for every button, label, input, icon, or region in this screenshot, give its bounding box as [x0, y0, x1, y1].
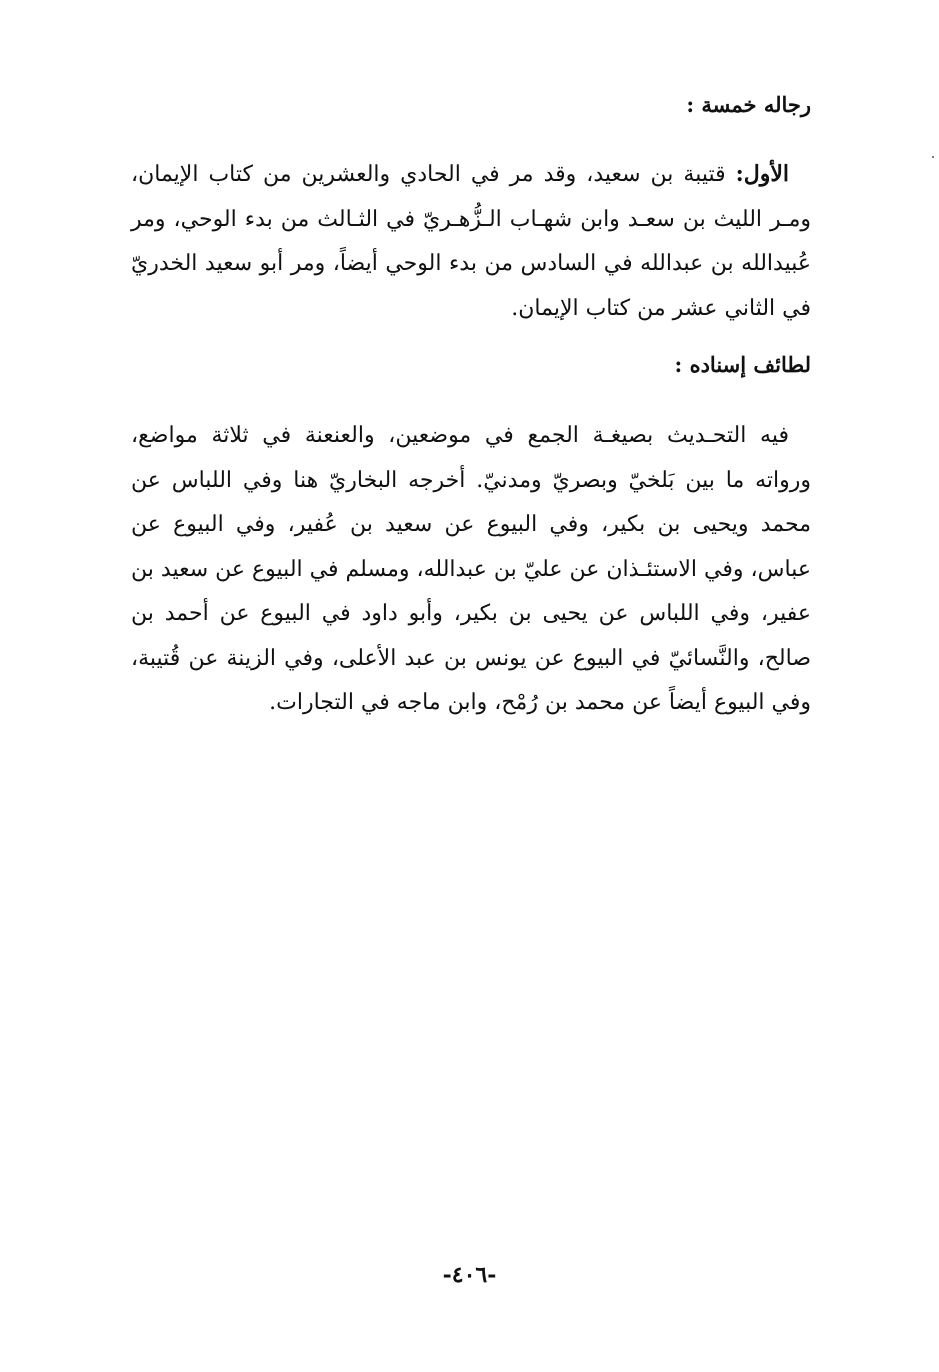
narrators-paragraph — [131, 152, 811, 331]
narrators-lead: الأول: — [735, 161, 789, 187]
page-number: -٤٠٦- — [442, 1262, 497, 1288]
chain-heading: لطائف إسناده : — [674, 352, 811, 377]
narrators-heading: رجاله خمسة : — [686, 92, 811, 117]
chain-paragraph — [131, 414, 811, 726]
chain-text: فيه التحـديث بصيغـة الجمع في موضعين، والعنعنة في ثلاثة مواضع، ورواته ما بين بَلخيّ وبصريّ ومدنيّ. أخرجه البخاريّ هنا وفي اللباس عن محمد ويحيى بن بكير، وفي البيوع عن سعيد بن عُفير، وفي البيوع عن عباس، وفي الاستئـذان عن عليّ بن عبدالله، ومسلم في البيوع عن سعيد بن عفير، وفي اللباس عن يحيى بن بكير، وأبو داود في البيوع عن أحمد بن صالح، والنَّسائيّ في البيوع عن يونس بن عبد الأعلى، وفي الزينة عن قُتيبة، وفي البيوع أيضاً عن محمد بن رُمْح، وابن ماجه في التجارات. — [131, 423, 811, 715]
narrators-text: قتيبة بن سعيد، وقد مر في الحادي والعشرين من كتاب الإيمان، ومـر الليث بن سعـد وابن شهـاب الـزُّهـريّ في الثـالث من بدء الوحي، ومر عُبيدالله بن عبدالله في السادس من بدء الوحي أيضاً، ومر أبو سعيد الخدريّ في الثاني عشر من كتاب الإيمان. — [131, 162, 811, 321]
scan-speck — [932, 156, 934, 158]
